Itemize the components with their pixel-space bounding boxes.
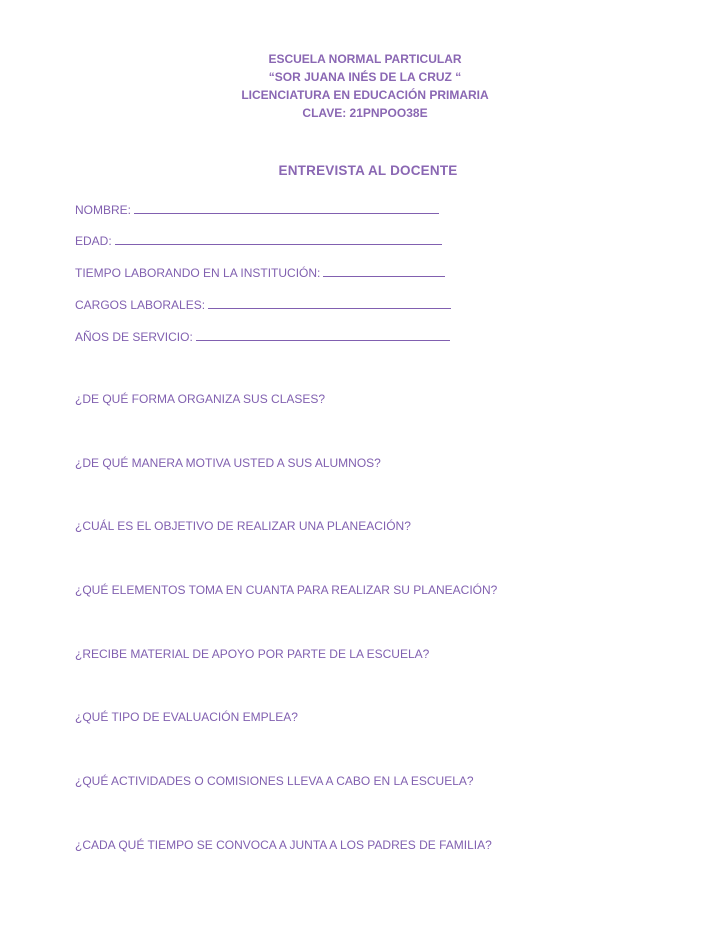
school-patron: “SOR JUANA INÉS DE LA CRUZ “ bbox=[268, 70, 462, 84]
age-field[interactable] bbox=[75, 233, 442, 248]
name-label: NOMBRE: bbox=[75, 203, 132, 217]
years-of-service-blank-line[interactable] bbox=[196, 329, 450, 341]
school-code: CLAVE: 21PNPOO38E bbox=[302, 106, 428, 120]
tenure-field[interactable] bbox=[75, 265, 445, 280]
age-blank-line[interactable] bbox=[115, 233, 442, 245]
question-2: ¿DE QUÉ MANERA MOTIVA USTED A SUS ALUMNOS? bbox=[75, 456, 381, 470]
name-blank-line[interactable] bbox=[134, 202, 439, 214]
question-5: ¿RECIBE MATERIAL DE APOYO POR PARTE DE LA ESCUELA? bbox=[75, 647, 430, 661]
question-1: ¿DE QUÉ FORMA ORGANIZA SUS CLASES? bbox=[75, 392, 326, 406]
question-6: ¿QUÉ TIPO DE EVALUACIÓN EMPLEA? bbox=[75, 710, 298, 724]
age-label: EDAD: bbox=[75, 234, 112, 248]
years-of-service-field[interactable] bbox=[75, 329, 450, 344]
degree-program: LICENCIATURA EN EDUCACIÓN PRIMARIA bbox=[241, 88, 489, 102]
school-name: ESCUELA NORMAL PARTICULAR bbox=[268, 52, 462, 66]
job-positions-field[interactable] bbox=[75, 297, 451, 312]
question-4: ¿QUÉ ELEMENTOS TOMA EN CUANTA PARA REALIZAR SU PLANEACIÓN? bbox=[75, 583, 498, 597]
job-positions-label: CARGOS LABORALES: bbox=[75, 298, 206, 312]
job-positions-blank-line[interactable] bbox=[208, 297, 451, 309]
name-field[interactable] bbox=[75, 202, 439, 217]
question-3: ¿CUÁL ES EL OBJETIVO DE REALIZAR UNA PLANEACIÓN? bbox=[75, 519, 411, 533]
question-7: ¿QUÉ ACTIVIDADES O COMISIONES LLEVA A CABO EN LA ESCUELA? bbox=[75, 774, 474, 788]
document-title: ENTREVISTA AL DOCENTE bbox=[278, 163, 458, 178]
question-8: ¿CADA QUÉ TIEMPO SE CONVOCA A JUNTA A LOS PADRES DE FAMILIA? bbox=[75, 838, 492, 852]
years-of-service-label: AÑOS DE SERVICIO: bbox=[75, 330, 193, 344]
tenure-label: TIEMPO LABORANDO EN LA INSTITUCIÓN: bbox=[75, 266, 321, 280]
school-header bbox=[0, 50, 728, 122]
tenure-blank-line[interactable] bbox=[323, 265, 445, 277]
